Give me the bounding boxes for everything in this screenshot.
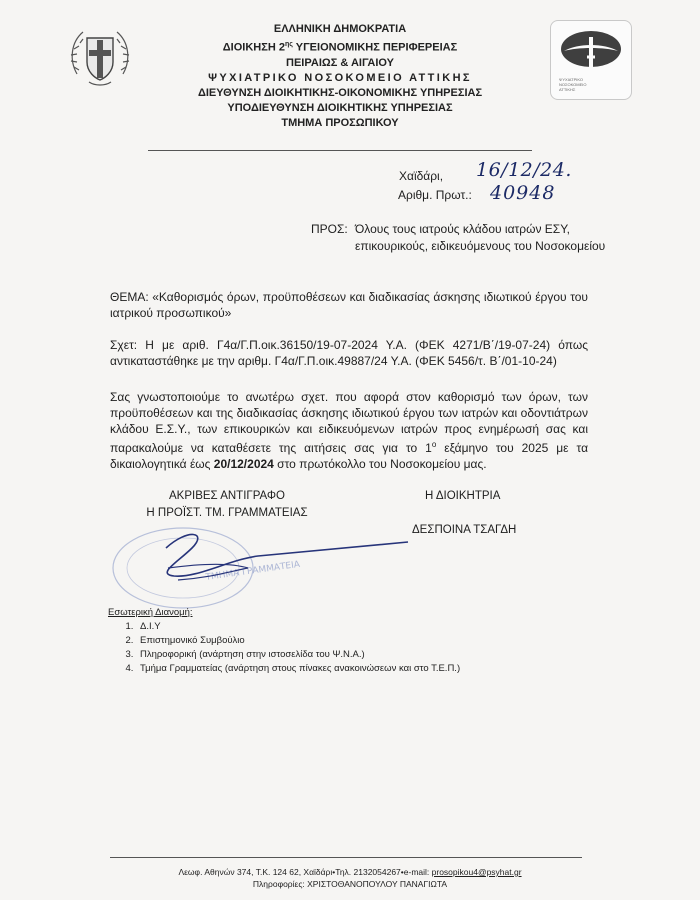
list-item: 1. Δ.Ι.Υ: [136, 620, 460, 634]
place-label: Χαϊδάρι,: [399, 169, 444, 183]
recipients-text: Όλους τους ιατρούς κλάδου ιατρών ΕΣΥ, επικουρικούς, ειδικευόμενους του Νοσοκομείου: [355, 222, 606, 253]
logo-caption-line: ΝΟΣΟΚΟΜΕΙΟ: [559, 82, 587, 87]
paragraph-superscript: ο: [431, 440, 437, 449]
paragraph-text: εξάμηνο του 2025 με τα δικαιολογητικά έως: [110, 441, 589, 471]
letterhead-superscript: ης: [284, 41, 293, 48]
hospital-logo-icon: [558, 27, 624, 75]
paragraph-text: Σας γνωστοποιούμε το ανωτέρω σχετ. που αφορά στον καθορισμό των όρων, των προϋποθέσεων και της διαδικασίας άσκησης ιδιωτικού έργου των ιατρών και οδοντιάτρων κλάδου Ε.Σ.Υ., των επικουρικών και ειδικευόμενων ιατρών προς ενημέρωσή σας και παρακαλούμε να καταθέσετε της αιτήσεις σας για το 1: [110, 390, 588, 455]
logo-caption: [559, 77, 586, 92]
official-stamp-icon: [113, 528, 253, 608]
list-item: 2. Επιστημονικό Συμβούλιο: [136, 634, 460, 648]
date-row: [398, 159, 572, 186]
distribution-list: [108, 620, 460, 676]
reference-text: Σχετ: Η με αριθ. Γ4α/Γ.Π.οικ.36150/19-07-2024 Υ.Α. (ΦΕΚ 4271/Β΄/19-07-24) όπως αντικαταστάθηκε με την αριθμ. Γ4α/Γ.Π.οικ.49887/24 Υ.Α. (ΦΕΚ 5456/τ. Β΄/01-10-24): [110, 338, 588, 368]
footer-address-line: [100, 866, 600, 878]
internal-distribution: [108, 606, 460, 676]
subject-text: ΘΕΜΑ: «Καθορισμός όρων, προϋποθέσεων και διαδικασίας άσκησης ιδιωτικού έργου του ιατρικού προσωπικού»: [110, 290, 588, 320]
footer: [100, 866, 600, 890]
secretariat-head-label: Η ΠΡΟΪΣΤ. ΤΜ. ΓΡΑΜΜΑΤΕΙΑΣ: [146, 507, 308, 519]
letterhead-line: ΠΕΙΡΑΙΩΣ & ΑΙΓΑΙΟΥ: [286, 56, 394, 69]
footer-contact-info: Πληροφορίες: ΧΡΙΣΤΟΘΑΝΟΠΟΥΛΟΥ ΠΑΝΑΓΙΩΤΑ: [252, 879, 448, 889]
letterhead-text: ΥΓΕΙΟΝΟΜΙΚΗΣ ΠΕΡΙΦΕΡΕΙΑΣ: [292, 41, 458, 54]
greek-emblem-icon: [67, 24, 133, 90]
director-title: Η ΔΙΟΙΚΗΤΡΙΑ: [425, 490, 501, 502]
footer-divider: [110, 857, 582, 858]
list-item: 4. Τμήμα Γραμματείας (ανάρτηση στους πίνακες ανακοινώσεων και στο Τ.Ε.Π.): [136, 662, 460, 676]
hospital-logo: [550, 20, 632, 100]
distribution-title: Εσωτερική Διανομή:: [108, 607, 193, 618]
stamp-and-signature: [108, 518, 438, 610]
deadline-date: 20/12/2024: [213, 457, 274, 471]
header-divider: [148, 150, 532, 151]
certified-copy-block: [138, 488, 316, 522]
logo-caption-line: ΑΤΤΙΚΗΣ: [559, 87, 576, 92]
letterhead-line: ΕΛΛΗΝΙΚΗ ΔΗΜΟΚΡΑΤΙΑ: [273, 23, 407, 35]
director-name: ΔΕΣΠΟΙΝΑ ΤΣΑΓΔΗ: [412, 524, 517, 536]
hospital-name: ΨΥΧΙΑΤΡΙΚΟ ΝΟΣΟΚΟΜΕΙΟ ΑΤΤΙΚΗΣ: [208, 71, 472, 84]
list-item: 3. Πληροφορική (ανάρτηση στην ιστοσελίδα του Ψ.Ν.Α.): [136, 648, 460, 662]
recipients-label: ΠΡΟΣ:: [311, 222, 348, 236]
letterhead: [150, 22, 530, 131]
footer-address: Λεωφ. Αθηνών 374, Τ.Κ. 124 62, Χαϊδάρι•Τηλ. 2132054267•e-mail:: [178, 867, 432, 877]
date-protocol-block: [398, 159, 572, 205]
letterhead-line: [150, 37, 530, 56]
stamp-text: ΤΜΗΜΑ ΓΡΑΜΜΑΤΕΙΑ: [205, 559, 301, 583]
handwritten-protocol-number: 40948: [490, 182, 556, 204]
logo-caption-line: ΨΥΧΙΑΤΡΙΚΟ: [559, 77, 584, 82]
certified-copy-label: ΑΚΡΙΒΕΣ ΑΝΤΙΓΡΑΦΟ: [168, 490, 286, 502]
paragraph-text: στο πρωτόκολλο του Νοσοκομείου μας.: [273, 457, 487, 471]
main-paragraph: [110, 389, 588, 472]
department-name: ΤΜΗΜΑ ΠΡΟΣΩΠΙΚΟΥ: [281, 116, 399, 129]
footer-email-link[interactable]: prosopikou4@psyhat.gr: [431, 867, 522, 877]
protocol-row: [398, 182, 556, 205]
letterhead-line: ΔΙΕΥΘΥΝΣΗ ΔΙΟΙΚΗΤΙΚΗΣ-ΟΙΚΟΝΟΜΙΚΗΣ ΥΠΗΡΕΣΙΑΣ: [197, 86, 483, 99]
letterhead-text: ΔΙΟΙΚΗΣΗ 2: [222, 41, 285, 54]
letterhead-line: ΥΠΟΔΙΕΥΘΥΝΣΗ ΔΙΟΙΚΗΤΙΚΗΣ ΥΠΗΡΕΣΙΑΣ: [227, 101, 453, 114]
protocol-label: Αριθμ. Πρωτ.:: [398, 188, 472, 202]
handwritten-date: 16/12/24.: [476, 159, 572, 181]
